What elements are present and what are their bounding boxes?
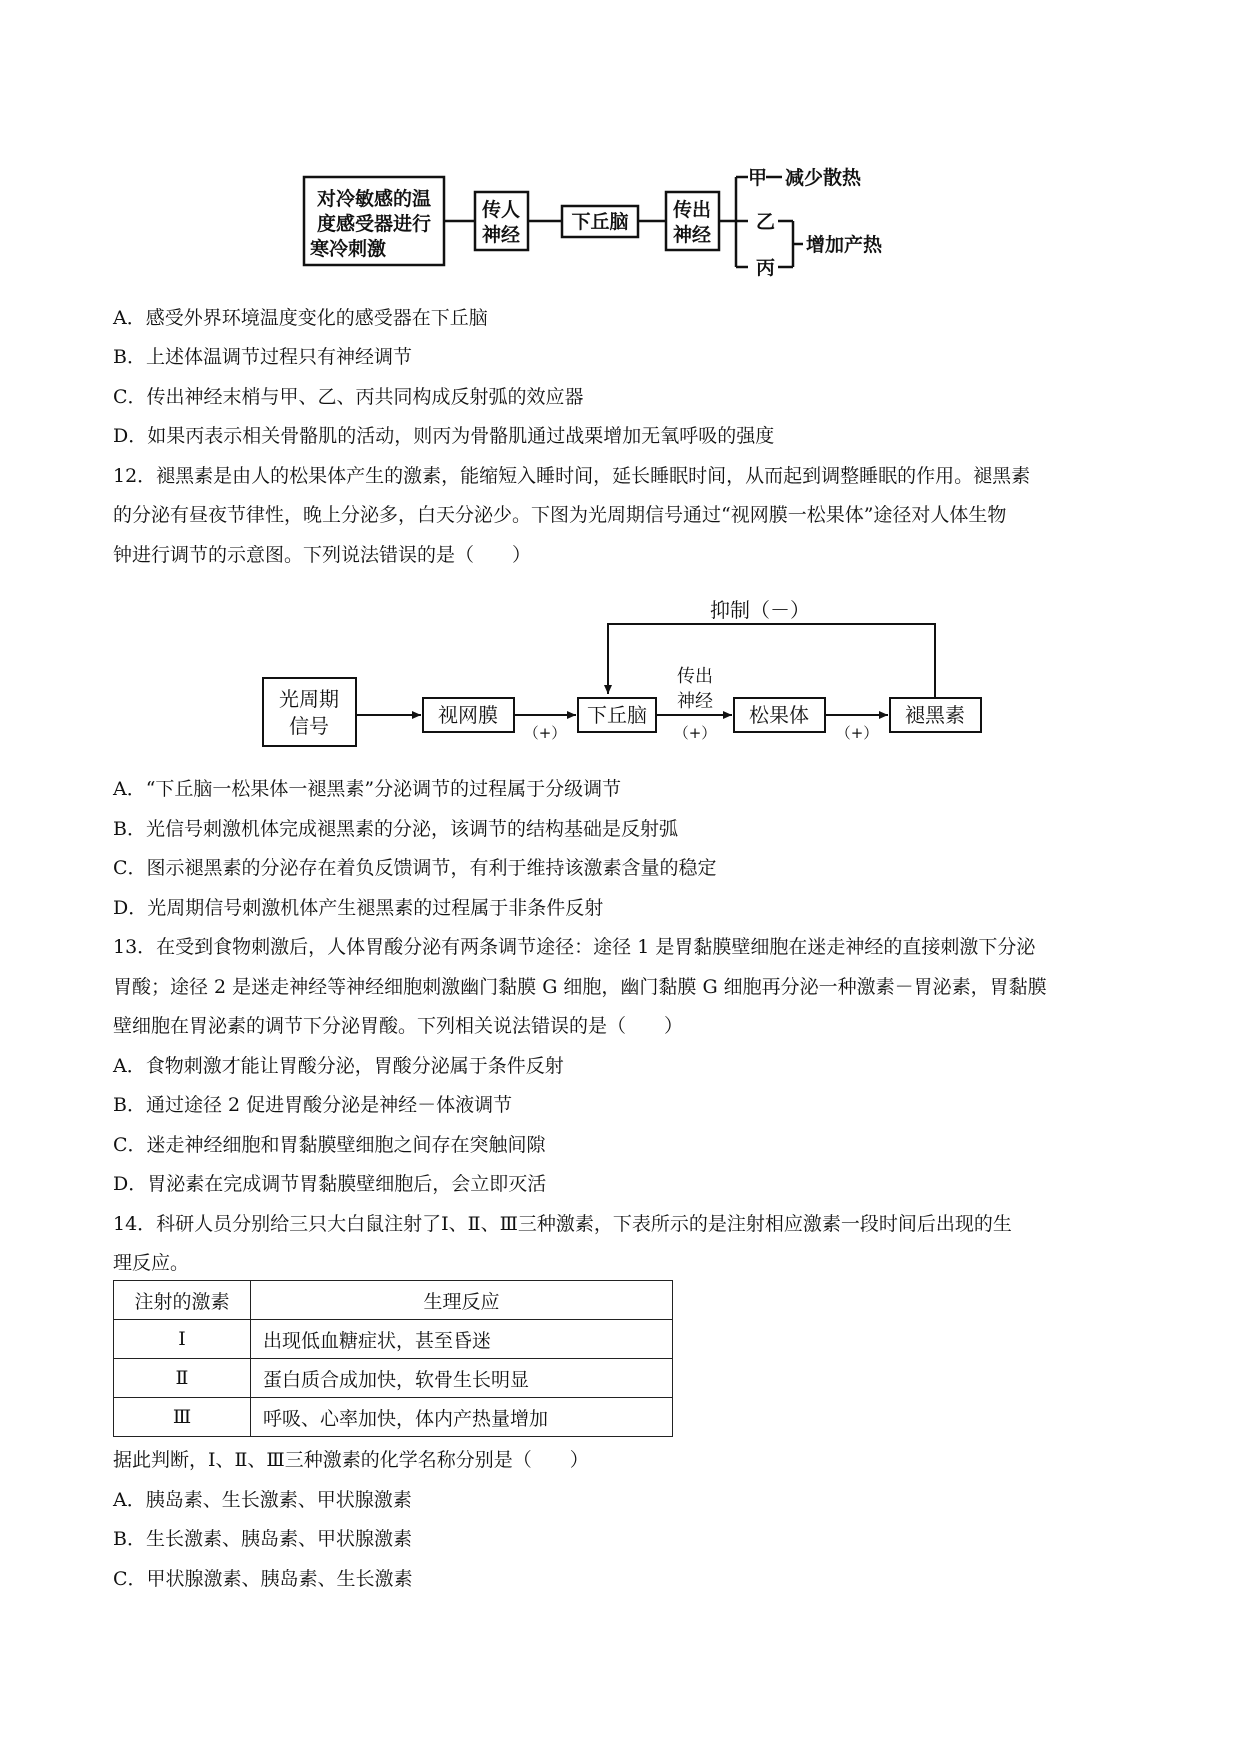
hypothalamus-box-1: 下丘脑 xyxy=(571,211,629,233)
table-cell-response: 蛋白质合成加快，软骨生长明显 xyxy=(251,1359,673,1398)
receptor-box-line-1: 对冷敏感的温 xyxy=(316,188,432,210)
q14-stem-line-1: 14．科研人员分别给三只大白鼠注射了Ⅰ、Ⅱ、Ⅲ三种激素，下表所示的是注射相应激素一段时间后出现的生 xyxy=(113,1213,1012,1235)
q11-option-b: B．上述体温调节过程只有神经调节 xyxy=(113,346,412,368)
q14-option-a: A．胰岛素、生长激素、甲状腺激素 xyxy=(113,1489,412,1511)
table-cell-hormone: Ⅰ xyxy=(114,1320,251,1359)
q14-question: 据此判断，Ⅰ、Ⅱ、Ⅲ三种激素的化学名称分别是（ ） xyxy=(113,1449,589,1471)
q11-option-d: D．如果丙表示相关骨骼肌的活动，则丙为骨骼肌通过战栗增加无氧呼吸的强度 xyxy=(113,425,775,447)
table-cell-response: 出现低血糖症状，甚至昏迷 xyxy=(251,1320,673,1359)
melatonin-box: 褪黑素 xyxy=(905,703,965,727)
table-header-hormone: 注射的激素 xyxy=(114,1281,251,1320)
efferent-label-1: 传出 xyxy=(677,666,713,687)
table-cell-hormone: Ⅱ xyxy=(114,1359,251,1398)
q14-option-c: C．甲状腺激素、胰岛素、生长激素 xyxy=(113,1568,413,1590)
label-jia-effect: 减少散热 xyxy=(785,167,862,189)
q14-option-b: B．生长激素、胰岛素、甲状腺激素 xyxy=(113,1528,412,1550)
efferent-label-2: 神经 xyxy=(677,691,713,712)
q13-option-d: D．胃泌素在完成调节胃黏膜壁细胞后，会立即灭活 xyxy=(113,1173,547,1195)
table-cell-hormone: Ⅲ xyxy=(114,1398,251,1437)
label-yi: 乙 xyxy=(756,211,776,233)
q13-stem-line-3: 壁细胞在胃泌素的调节下分泌胃酸。下列相关说法错误的是（ ） xyxy=(113,1015,684,1037)
hypothalamus-box-2: 下丘脑 xyxy=(587,703,647,727)
table-header-response: 生理反应 xyxy=(251,1281,673,1320)
q12-option-c: C．图示褪黑素的分泌存在着负反馈调节，有利于维持该激素含量的稳定 xyxy=(113,857,717,879)
table-row xyxy=(114,1320,673,1359)
table-cell-response: 呼吸、心率加快，体内产热量增加 xyxy=(251,1398,673,1437)
light-signal-line-2: 信号 xyxy=(289,714,329,738)
q13-option-a: A．食物刺激才能让胃酸分泌，胃酸分泌属于条件反射 xyxy=(113,1055,564,1077)
efferent-nerve-line-2: 神经 xyxy=(672,224,712,246)
label-bing: 丙 xyxy=(756,257,776,279)
table-header-row xyxy=(114,1281,673,1320)
q13-option-c: C．迷走神经细胞和胃黏膜壁细胞之间存在突触间隙 xyxy=(113,1134,546,1156)
retina-box: 视网膜 xyxy=(438,703,498,727)
q13-stem-line-2: 胃酸；途径 2 是迷走神经等神经细胞刺激幽门黏膜 G 细胞，幽门黏膜 G 细胞再分泌一种激素－胃泌素，胃黏膜 xyxy=(113,976,1047,998)
q13-stem-line-1: 13．在受到食物刺激后，人体胃酸分泌有两条调节途径：途径 1 是胃黏膜壁细胞在迷走神经的直接刺激下分泌 xyxy=(113,936,1036,958)
inhibit-label: 抑制（－） xyxy=(710,598,810,622)
q13-option-b: B．通过途径 2 促进胃酸分泌是神经－体液调节 xyxy=(113,1094,513,1116)
pineal-box: 松果体 xyxy=(749,703,809,727)
q14-stem-line-2: 理反应。 xyxy=(113,1252,190,1274)
plus-1: （+） xyxy=(523,724,567,742)
plus-3: （+） xyxy=(835,724,879,742)
receptor-box-line-2: 度感受器进行 xyxy=(316,213,432,235)
label-jia: 甲 xyxy=(748,167,768,189)
receptor-box-line-3: 寒冷刺激 xyxy=(310,238,387,260)
afferent-nerve-line-1: 传人 xyxy=(481,199,521,221)
q11-option-a: A．感受外界环境温度变化的感受器在下丘脑 xyxy=(113,307,488,329)
q12-option-b: B．光信号刺激机体完成褪黑素的分泌，该调节的结构基础是反射弧 xyxy=(113,818,678,840)
efferent-nerve-line-1: 传出 xyxy=(672,199,712,221)
q12-option-d: D．光周期信号刺激机体产生褪黑素的过程属于非条件反射 xyxy=(113,897,604,919)
q12-stem-line-1: 12．褪黑素是由人的松果体产生的激素，能缩短入睡时间，延长睡眠时间，从而起到调整睡眠的作用。褪黑素 xyxy=(113,465,1031,487)
label-yi-bing-effect: 增加产热 xyxy=(806,234,883,256)
light-signal-line-1: 光周期 xyxy=(279,687,339,711)
melatonin-diagram xyxy=(0,590,1241,765)
q12-option-a: A．“下丘脑一松果体一褪黑素”分泌调节的过程属于分级调节 xyxy=(113,778,622,800)
table-row xyxy=(114,1398,673,1437)
plus-2: （+） xyxy=(673,724,717,742)
afferent-nerve-line-2: 神经 xyxy=(481,224,521,246)
q12-stem-line-2: 的分泌有昼夜节律性，晚上分泌多，白天分泌少。下图为光周期信号通过“视网膜一松果体”途径对人体生物 xyxy=(113,504,1007,526)
q12-stem-line-3: 钟进行调节的示意图。下列说法错误的是（ ） xyxy=(113,544,532,566)
q11-option-c: C．传出神经末梢与甲、乙、丙共同构成反射弧的效应器 xyxy=(113,386,584,408)
table-row xyxy=(114,1359,673,1398)
hormone-table xyxy=(113,1280,673,1437)
